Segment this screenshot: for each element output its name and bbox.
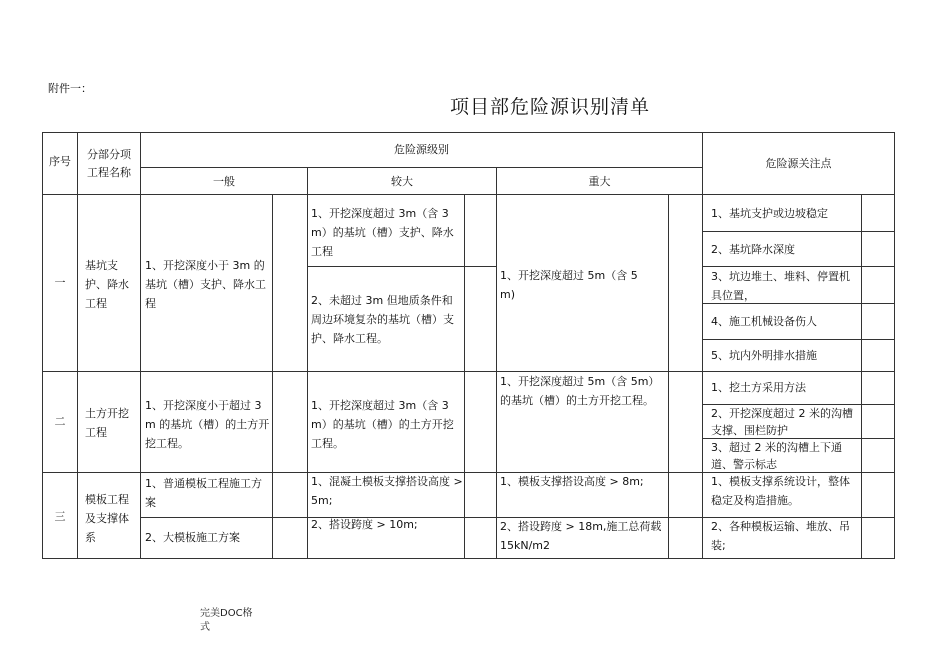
row-3-larger-1: 1、混凝土模板支撑搭设高度 > 5m; (311, 475, 463, 507)
header-item-name: 分部分项工程名称 (87, 148, 131, 179)
row-1-larger-1: 1、开挖深度超过 3m（含 3m）的基坑（槽）支护、降水工程 (311, 207, 454, 258)
row-3-major-1: 1、模板支撑搭设高度 > 8m; (500, 475, 644, 488)
header-general: 一般 (213, 175, 235, 188)
row-3-larger-2: 2、搭设跨度 > 10m; (311, 518, 418, 531)
row-2-larger: 1、开挖深度超过 3m（含 3m）的基坑（槽）的土方开挖工程。 (311, 399, 454, 450)
row-3-seq: 三 (54, 510, 66, 523)
row-1-focus-3: 3、坑边堆土、堆料、停置机具位置， (711, 270, 850, 302)
row-1-focus-1: 1、基坑支护或边坡稳定 (711, 207, 828, 220)
row-3-focus-1: 1、模板支撑系统设计，整体稳定及构造措施。 (711, 475, 850, 507)
header-larger: 较大 (391, 175, 413, 188)
attachment-label: 附件一： (48, 82, 92, 95)
row-1-focus-2: 2、基坑降水深度 (711, 243, 795, 256)
row-2-item-name: 土方开挖工程 (85, 407, 129, 439)
row-3-general-1: 1、普通模板工程施工方案 (145, 477, 262, 509)
row-1-focus-5: 5、坑内外明排水措施 (711, 349, 817, 362)
row-2-seq: 二 (54, 415, 66, 428)
row-1-general: 1、开挖深度小于 3m 的基坑（槽）支护、降水工程 (145, 259, 266, 310)
row-2-focus-2: 2、开挖深度超过 2 米的沟槽支撑、围栏防护 (711, 407, 853, 437)
row-1-focus-4: 4、施工机械设备伤人 (711, 315, 817, 328)
row-1-major: 1、开挖深度超过 5m（含 5m) (500, 269, 638, 301)
row-1-seq: 一 (54, 276, 66, 289)
footer-text: 完美DOC格式 (200, 608, 253, 633)
row-2-major: 1、开挖深度超过 5m（含 5m）的基坑（槽）的土方开挖工程。 (500, 375, 660, 407)
row-3-item-name: 模板工程及支撑体系 (85, 493, 129, 544)
row-2-focus-3: 3、超过 2 米的沟槽上下通道、警示标志 (711, 441, 842, 471)
header-seq: 序号 (49, 155, 71, 168)
row-1-item-name: 基坑支护、降水工程 (85, 259, 129, 310)
row-3-general-2: 2、大模板施工方案 (145, 531, 240, 544)
header-hazard-level: 危险源级别 (394, 143, 449, 156)
header-focus: 危险源关注点 (765, 157, 832, 170)
row-3-major-2: 2、搭设跨度 > 18m,施工总荷载 15kN/m2 (500, 520, 662, 552)
row-3-focus-2: 2、各种模板运输、堆放、吊装; (711, 520, 850, 552)
row-2-focus-1: 1、挖土方采用方法 (711, 381, 806, 394)
header-major: 重大 (588, 175, 611, 188)
row-2-general: 1、开挖深度小于超过 3m 的基坑（槽）的土方开挖工程。 (145, 399, 270, 450)
document-title: 项目部危险源识别清单 (449, 96, 650, 118)
row-1-larger-2: 2、未超过 3m 但地质条件和周边环境复杂的基坑（槽）支护、降水工程。 (311, 294, 454, 345)
